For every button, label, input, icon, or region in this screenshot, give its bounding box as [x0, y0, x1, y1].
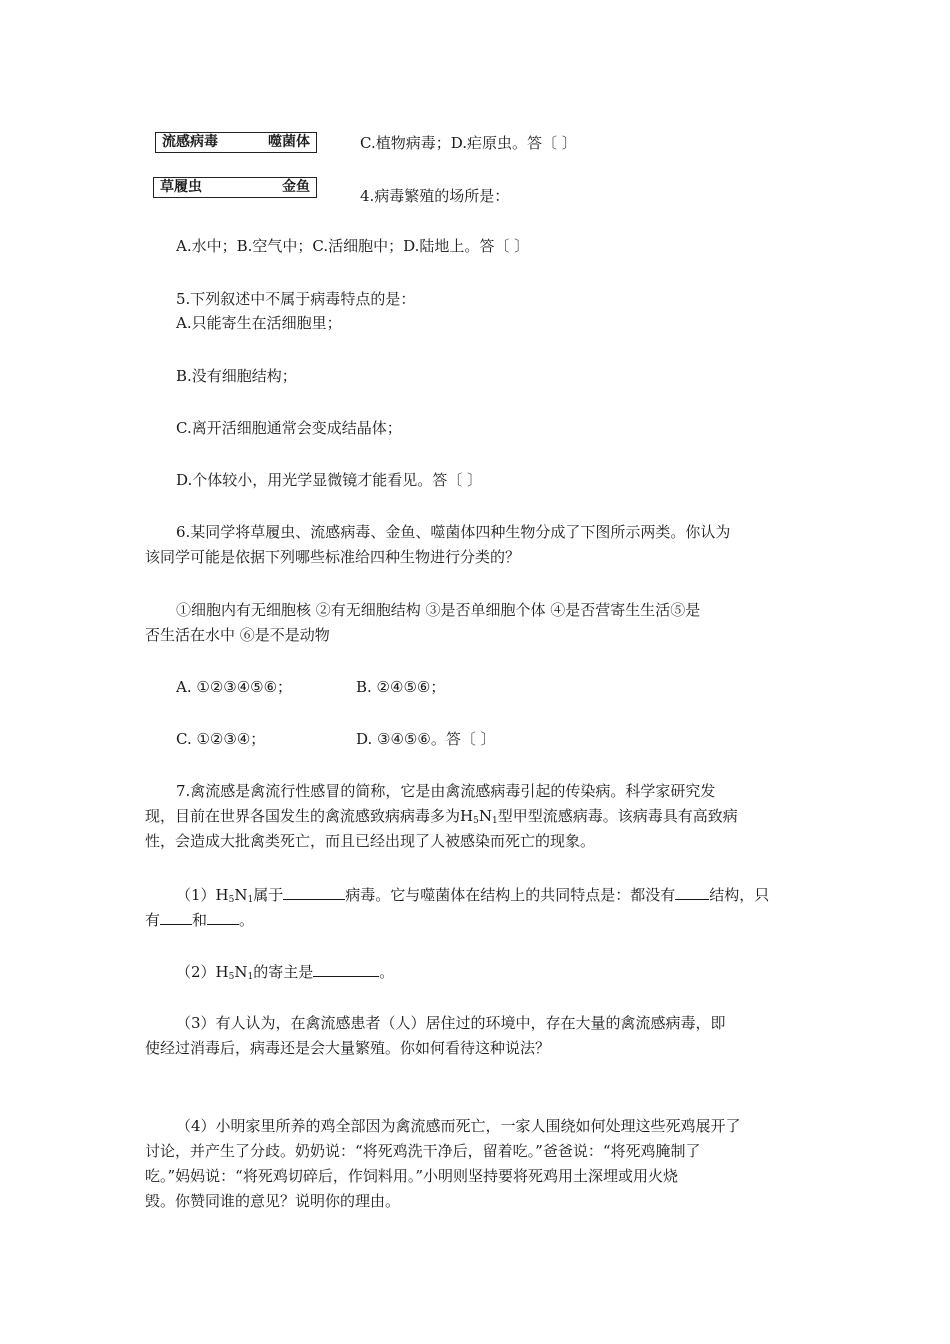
- q6-option-b: B. ②④⑤⑥；: [356, 678, 446, 696]
- q6-criteria-line-2: 否生活在水中 ⑥是不是动物: [145, 626, 330, 644]
- virus-n: N: [234, 963, 248, 981]
- virus-h-sub: 5: [473, 816, 479, 826]
- q7-part-1-line-1: [176, 884, 769, 910]
- answer-blank[interactable]: [160, 909, 192, 925]
- part-number: （1）: [176, 886, 216, 904]
- classification-box-1: [155, 132, 317, 153]
- q6-option-d: D. ③④⑤⑥。答〔 〕: [356, 730, 496, 748]
- q6-option-a: A. ①②③④⑤⑥；: [176, 678, 293, 696]
- q7-part-2: [176, 961, 394, 987]
- virus-n-sub: 1: [491, 816, 498, 826]
- answer-blank[interactable]: [675, 884, 709, 900]
- q6-stem-line-2: 该同学可能是依据下列哪些标准给四种生物进行分类的？: [145, 548, 521, 566]
- q5-option-a: A.只能寄生在活细胞里；: [176, 314, 342, 332]
- q4-stem: 4.病毒繁殖的场所是：: [360, 187, 510, 205]
- q7-intro-text: 现，目前在世界各国发生的禽流感致病病毒多为: [145, 807, 461, 825]
- q7-intro-line-2: [145, 806, 738, 831]
- part-text: 。: [379, 963, 395, 981]
- virus-h: H: [460, 807, 474, 825]
- part-text: 和: [192, 911, 208, 929]
- box-label-phage: 噬菌体: [268, 134, 310, 150]
- virus-h-sub: 5: [228, 972, 235, 982]
- q4-options: A.水中；B.空气中；C.活细胞中；D.陆地上。答〔 〕: [176, 237, 530, 255]
- q7-part-4-line-2: 讨论，并产生了分歧。奶奶说：“将死鸡洗干净后，留着吃。”爸爸说：“将死鸡腌制了: [145, 1142, 701, 1160]
- box-label-paramecium: 草履虫: [160, 179, 202, 195]
- q7-part-3-line-1: （3）有人认为，在禽流感患者（人）居住过的环境中，存在大量的禽流感病毒，即: [176, 1014, 726, 1032]
- q7-part-1-line-2: [145, 909, 254, 930]
- virus-h: H: [215, 963, 229, 981]
- answer-blank[interactable]: [207, 909, 239, 925]
- q6-option-c: C. ①②③④；: [176, 730, 266, 748]
- q6-stem-line-1: 6.某同学将草履虫、流感病毒、金鱼、噬菌体四种生物分成了下图所示两类。你认为: [176, 523, 731, 541]
- virus-h-sub: 5: [228, 895, 235, 905]
- part-text: 有: [145, 911, 161, 929]
- part-text: 属于: [253, 886, 284, 904]
- q7-intro-line-1: 7.禽流感是禽流行性感冒的简称，它是由禽流感病毒引起的传染病。科学家研究发: [176, 782, 716, 800]
- virus-h: H: [215, 886, 229, 904]
- box-label-flu-virus: 流感病毒: [162, 134, 218, 150]
- q5-option-c: C.离开活细胞通常会变成结晶体；: [176, 419, 402, 437]
- box-label-goldfish: 金鱼: [282, 179, 310, 195]
- q5-stem: 5.下列叙述中不属于病毒特点的是：: [176, 290, 416, 308]
- classification-box-2: [153, 177, 317, 198]
- answer-blank[interactable]: [313, 961, 379, 977]
- q3-options-tail: C.植物病毒；D.疟原虫。答〔 〕: [360, 134, 577, 152]
- virus-n: N: [234, 886, 248, 904]
- q7-part-4-line-1: （4）小明家里所养的鸡全部因为禽流感而死亡，一家人围绕如何处理这些死鸡展开了: [176, 1117, 741, 1135]
- part-number: （2）: [176, 963, 216, 981]
- part-text: 病毒。它与噬菌体在结构上的共同特点是：都没有: [345, 886, 676, 904]
- virus-n: N: [478, 807, 492, 825]
- part-text: 的寄主是: [253, 963, 314, 981]
- virus-n-sub: 1: [247, 895, 254, 905]
- q5-option-b: B.没有细胞结构；: [176, 367, 297, 385]
- part-text: 。: [239, 911, 255, 929]
- q7-intro-text-2: 型甲型流感病毒。该病毒具有高致病: [497, 807, 738, 825]
- q7-part-4-line-3: 吃。”妈妈说：“将死鸡切碎后，作饲料用。”小明则坚持要将死鸡用土深埋或用火烧: [145, 1167, 679, 1185]
- q7-intro-line-3: 性，会造成大批禽类死亡，而且已经出现了人被感染而死亡的现象。: [145, 832, 596, 850]
- part-text: 结构，只: [709, 886, 770, 904]
- q7-part-4-line-4: 毁。你赞同谁的意见？说明你的理由。: [145, 1192, 401, 1210]
- virus-n-sub: 1: [247, 972, 254, 982]
- q6-criteria-line-1: ①细胞内有无细胞核 ②有无细胞结构 ③是否单细胞个体 ④是否营寄生生活⑤是: [176, 601, 701, 619]
- q7-part-3-line-2: 使经过消毒后，病毒还是会大量繁殖。你如何看待这种说法？: [145, 1039, 551, 1057]
- q5-option-d: D.个体较小，用光学显微镜才能看见。答〔 〕: [176, 471, 483, 489]
- answer-blank[interactable]: [283, 884, 345, 900]
